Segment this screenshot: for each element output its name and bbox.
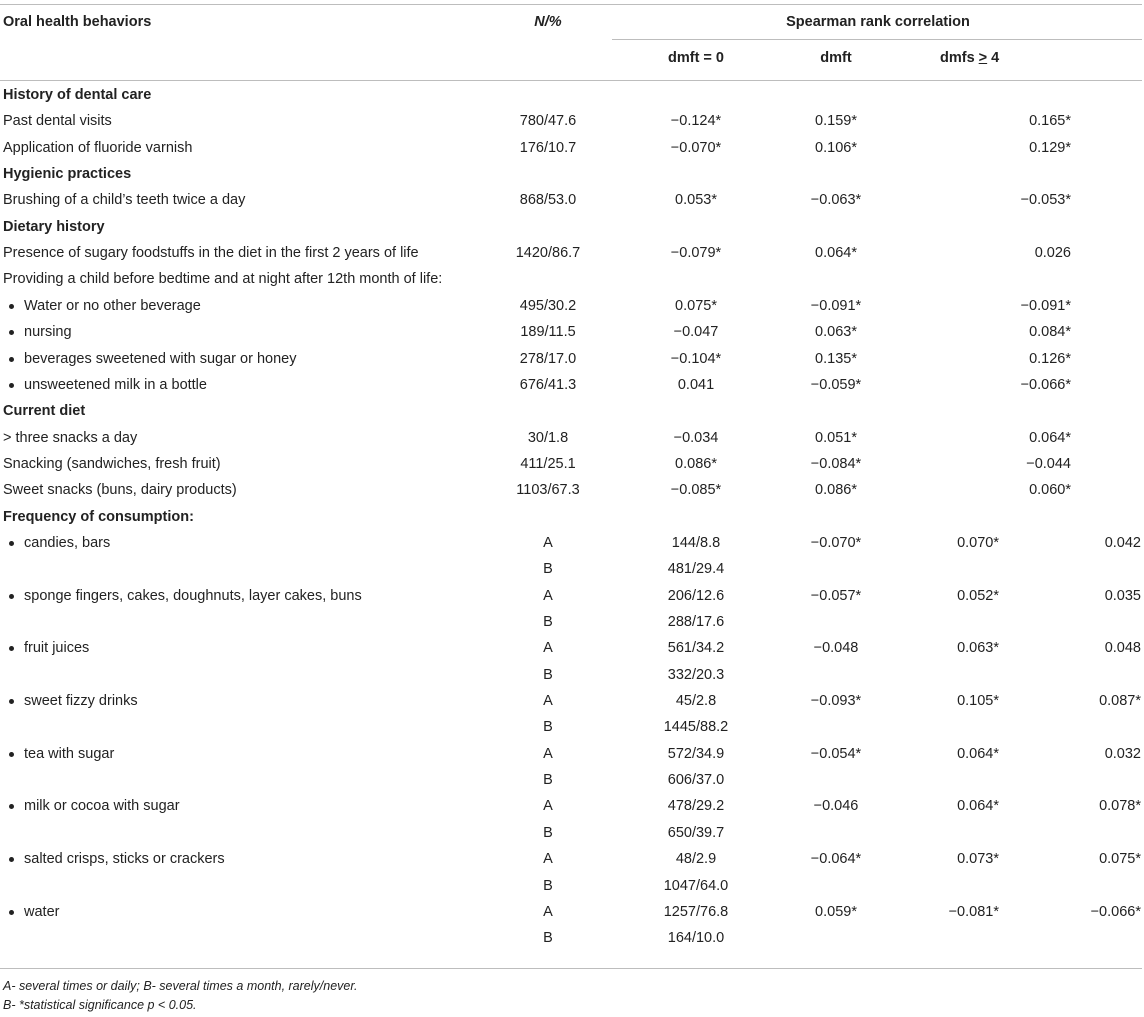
dmfs-cell: −0.053* (1020, 192, 1071, 208)
bullet-icon (9, 330, 14, 335)
dmfs-cell: −0.066* (1020, 377, 1071, 393)
dmft-cell: −0.063* (810, 192, 862, 208)
dmft-cell: 0.106* (815, 140, 857, 156)
dmfs-cell: 0.042 (1104, 535, 1141, 551)
n-percent-cell: 478/29.2 (667, 798, 725, 814)
frequency-code: A (543, 588, 553, 604)
n-percent-cell: 1257/76.8 (663, 904, 729, 920)
n-percent-cell: 30/1.8 (527, 430, 569, 446)
dmfs-cell: 0.084* (1029, 324, 1071, 340)
n-percent-cell: 780/47.6 (519, 113, 577, 129)
dmft0-cell: −0.034 (673, 430, 719, 446)
section-heading: Hygienic practices (3, 166, 132, 182)
n-percent-cell: 561/34.2 (667, 640, 725, 656)
n-percent-cell: 176/10.7 (519, 140, 577, 156)
section-heading: Frequency of consumption: (3, 509, 194, 525)
n-percent-cell: 48/2.9 (675, 851, 717, 867)
dmft-cell: 0.086* (815, 482, 857, 498)
dmft-cell: 0.063* (957, 640, 999, 656)
n-percent-cell: 572/34.9 (667, 746, 725, 762)
dmft-cell: 0.105* (957, 693, 999, 709)
dmfs-cell: 0.165* (1029, 113, 1071, 129)
n-percent-cell: 495/30.2 (519, 298, 577, 314)
frequency-code: B (543, 614, 553, 630)
row-label: Water or no other beverage (24, 298, 201, 314)
bullet-icon (9, 541, 14, 546)
frequency-code: B (543, 667, 553, 683)
bullet-icon (9, 910, 14, 915)
dmfs-cell: −0.091* (1020, 298, 1071, 314)
row-label: sweet fizzy drinks (24, 693, 138, 709)
dmft-cell: 0.064* (957, 798, 999, 814)
bullet-icon (9, 304, 14, 309)
dmft0-cell: 0.041 (677, 377, 715, 393)
frequency-code: B (543, 561, 553, 577)
dmft0-cell: −0.124* (670, 113, 722, 129)
row-label: > three snacks a day (3, 430, 138, 446)
row-label: nursing (24, 324, 72, 340)
n-percent-cell: 278/17.0 (519, 351, 577, 367)
header-dmft: dmft (820, 50, 852, 66)
dmft0-cell: −0.070* (670, 140, 722, 156)
footnote-1: A- several times or daily; B- several times a month, rarely/never. (3, 979, 358, 993)
table-bottom-rule (0, 968, 1142, 969)
header-dmft0: dmft = 0 (668, 50, 724, 66)
dmft-cell: 0.073* (957, 851, 999, 867)
dmfs-cell: 0.087* (1099, 693, 1141, 709)
n-percent-cell: 1103/67.3 (516, 482, 580, 498)
frequency-code: A (543, 851, 553, 867)
dmfs-cell: 0.032 (1104, 746, 1141, 762)
dmfs-cell: 0.075* (1099, 851, 1141, 867)
dmft-cell: −0.059* (810, 377, 862, 393)
dmft-cell: 0.051* (815, 430, 857, 446)
n-percent-cell: 676/41.3 (519, 377, 577, 393)
dmft0-cell: −0.054* (810, 746, 862, 762)
header-dmfs-suffix: 4 (987, 50, 1000, 66)
bullet-icon (9, 646, 14, 651)
bullet-icon (9, 857, 14, 862)
row-label: water (24, 904, 60, 920)
row-label: Sweet snacks (buns, dairy products) (3, 482, 237, 498)
row-label: salted crisps, sticks or crackers (24, 851, 225, 867)
dmfs-cell: −0.044 (1026, 456, 1071, 472)
row-label: candies, bars (24, 535, 111, 551)
n-percent-cell: 606/37.0 (667, 772, 725, 788)
n-percent-cell: 189/11.5 (520, 324, 576, 340)
dmfs-cell: 0.026 (1034, 245, 1071, 261)
n-percent-cell: 868/53.0 (519, 192, 577, 208)
header-spearman: Spearman rank correlation (786, 14, 970, 30)
n-percent-cell: 164/10.0 (667, 930, 725, 946)
dmft0-cell: −0.047 (673, 324, 719, 340)
header-behaviors: Oral health behaviors (3, 14, 152, 30)
n-percent-cell: 332/20.3 (667, 667, 725, 683)
dmft0-cell: −0.064* (810, 851, 862, 867)
n-percent-cell: 1420/86.7 (515, 245, 581, 261)
frequency-code: B (543, 930, 553, 946)
dmfs-cell: 0.078* (1099, 798, 1141, 814)
n-percent-cell: 45/2.8 (675, 693, 717, 709)
n-percent-cell: 411/25.1 (520, 456, 576, 472)
dmft0-cell: −0.048 (813, 640, 859, 656)
section-heading: Current diet (3, 403, 86, 419)
n-percent-cell: 1047/64.0 (663, 878, 729, 894)
row-label: beverages sweetened with sugar or honey (24, 351, 297, 367)
frequency-code: A (543, 693, 553, 709)
dmft-cell: 0.135* (815, 351, 857, 367)
row-label: Snacking (sandwiches, fresh fruit) (3, 456, 221, 472)
dmft0-cell: −0.046 (813, 798, 859, 814)
header-n-percent-text: N/% (534, 14, 562, 30)
dmfs-cell: 0.035 (1104, 588, 1141, 604)
section-heading: History of dental care (3, 87, 152, 103)
dmft0-cell: −0.079* (670, 245, 722, 261)
dmft0-cell: −0.104* (670, 351, 722, 367)
frequency-code: B (543, 878, 553, 894)
dmft0-cell: 0.053* (675, 192, 717, 208)
dmft0-cell: 0.086* (675, 456, 717, 472)
row-label: unsweetened milk in a bottle (24, 377, 207, 393)
footnote-2: B- *statistical significance p < 0.05. (3, 998, 197, 1012)
n-percent-cell: 144/8.8 (671, 535, 721, 551)
dmft-cell: −0.081* (948, 904, 999, 920)
dmft-cell: −0.091* (810, 298, 862, 314)
dmft-cell: 0.063* (815, 324, 857, 340)
header-n-percent (534, 13, 561, 31)
n-percent-cell: 481/29.4 (667, 561, 725, 577)
dmfs-cell: 0.060* (1029, 482, 1071, 498)
dmft0-cell: −0.070* (810, 535, 862, 551)
dmft0-cell: 0.059* (815, 904, 857, 920)
row-label: Application of fluoride varnish (3, 140, 193, 156)
dmft0-cell: −0.085* (670, 482, 722, 498)
n-percent-cell: 288/17.6 (667, 614, 725, 630)
bullet-icon (9, 594, 14, 599)
bullet-icon (9, 383, 14, 388)
row-label: fruit juices (24, 640, 90, 656)
n-percent-cell: 1445/88.2 (663, 719, 729, 735)
row-label: Past dental visits (3, 113, 112, 129)
dmft-cell: 0.070* (957, 535, 999, 551)
dmft0-cell: −0.057* (810, 588, 862, 604)
row-label: tea with sugar (24, 746, 115, 762)
row-label: milk or cocoa with sugar (24, 798, 180, 814)
frequency-code: B (543, 772, 553, 788)
n-percent-cell: 206/12.6 (667, 588, 725, 604)
header-dmfs (940, 49, 999, 67)
dmft-cell: 0.052* (957, 588, 999, 604)
bullet-icon (9, 752, 14, 757)
frequency-code: A (543, 746, 553, 762)
dmft0-cell: −0.093* (810, 693, 862, 709)
frequency-code: B (543, 825, 553, 841)
dmft-cell: 0.159* (815, 113, 857, 129)
frequency-code: B (543, 719, 553, 735)
bullet-icon (9, 699, 14, 704)
bullet-icon (9, 804, 14, 809)
dmfs-cell: 0.048 (1104, 640, 1141, 656)
header-mid-rule (612, 39, 1142, 40)
dmfs-cell: −0.066* (1090, 904, 1141, 920)
row-label: sponge fingers, cakes, doughnuts, layer cakes, buns (24, 588, 362, 604)
row-label: Brushing of a child’s teeth twice a day (3, 192, 246, 208)
frequency-code: A (543, 535, 553, 551)
table-top-rule (0, 4, 1142, 5)
section-heading: Dietary history (3, 219, 105, 235)
header-dmfs-ge: > (978, 50, 988, 66)
bullet-icon (9, 357, 14, 362)
n-percent-cell: 650/39.7 (667, 825, 725, 841)
dmft-cell: 0.064* (957, 746, 999, 762)
frequency-code: A (543, 904, 553, 920)
dmft-cell: −0.084* (810, 456, 862, 472)
dmfs-cell: 0.129* (1029, 140, 1071, 156)
row-label: Providing a child before bedtime and at night after 12th month of life: (3, 271, 443, 287)
frequency-code: A (543, 798, 553, 814)
dmft0-cell: 0.075* (675, 298, 717, 314)
header-dmfs-prefix: dmfs (940, 50, 979, 66)
dmft-cell: 0.064* (815, 245, 857, 261)
dmfs-cell: 0.064* (1029, 430, 1071, 446)
dmfs-cell: 0.126* (1029, 351, 1071, 367)
header-bottom-rule (0, 80, 1142, 81)
frequency-code: A (543, 640, 553, 656)
row-label: Presence of sugary foodstuffs in the diet in the first 2 years of life (3, 245, 419, 261)
